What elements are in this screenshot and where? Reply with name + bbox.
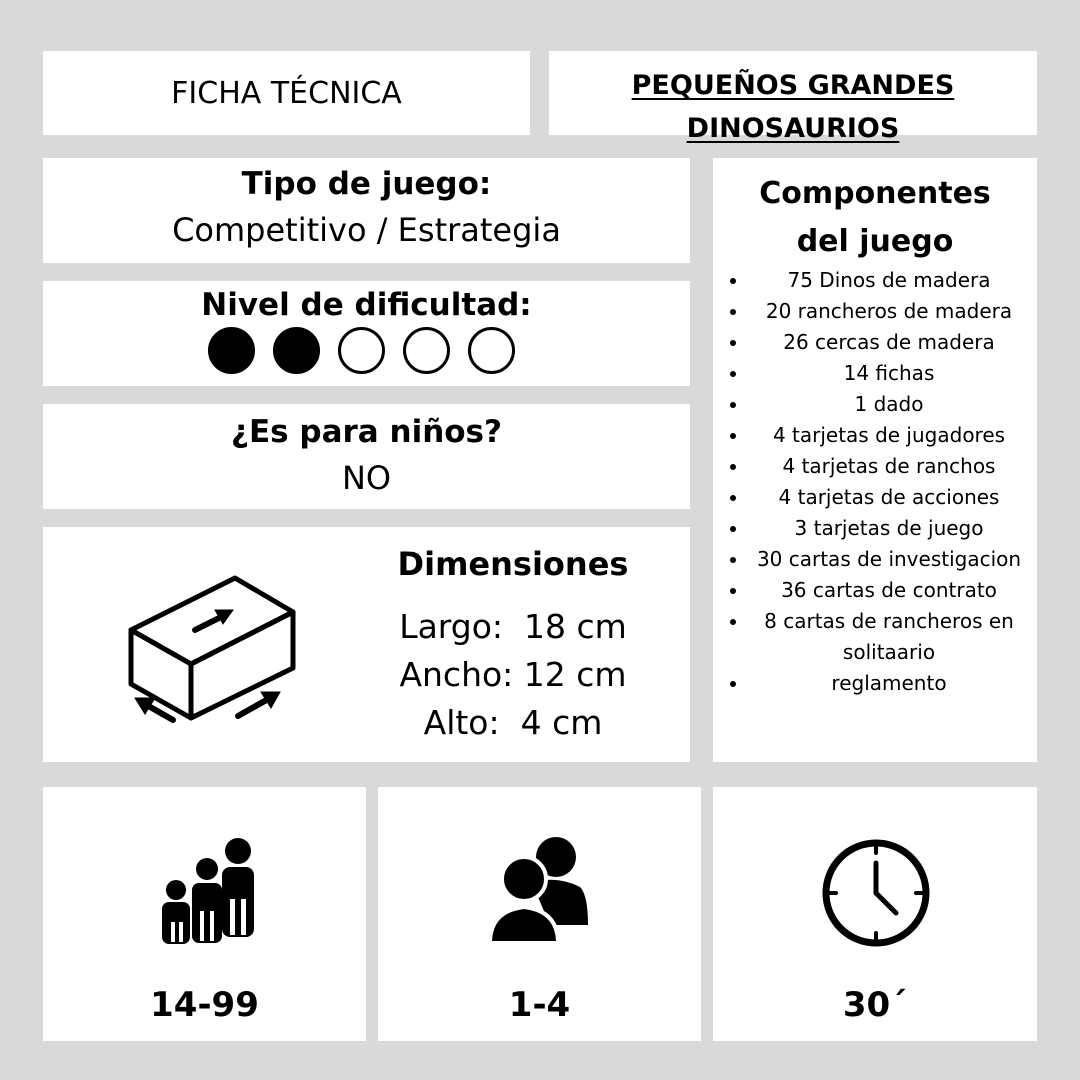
game-title-line2: DINOSAURIOS xyxy=(686,113,900,144)
component-item: 4 tarjetas de ranchos xyxy=(713,451,1037,482)
game-title-card xyxy=(549,51,1037,144)
difficulty-dot xyxy=(403,327,450,374)
components-title-line2: del juego xyxy=(796,224,954,259)
dimensions-values xyxy=(373,603,653,747)
component-item: 3 tarjetas de juego xyxy=(713,513,1037,544)
for-kids-value: NO xyxy=(341,459,392,497)
players-card xyxy=(378,787,701,1041)
component-item: 14 fichas xyxy=(713,358,1037,389)
dimensions-card xyxy=(43,527,690,762)
difficulty-dot xyxy=(468,327,515,374)
for-kids-label: ¿Es para niños? xyxy=(230,414,502,450)
players-icon xyxy=(488,835,588,947)
difficulty-rating xyxy=(208,327,515,374)
box-dimensions-icon xyxy=(123,572,308,732)
game-title xyxy=(549,64,1037,150)
component-item: 26 cercas de madera xyxy=(713,327,1037,358)
difficulty-dot xyxy=(273,327,320,374)
players-range: 1-4 xyxy=(508,985,571,1025)
game-type-card xyxy=(43,158,690,263)
for-kids-card xyxy=(43,404,690,509)
game-type-label: Tipo de juego: xyxy=(241,166,492,202)
play-time: 30´ xyxy=(842,985,908,1025)
age-card xyxy=(43,787,366,1041)
difficulty-dot xyxy=(338,327,385,374)
sheet-title-card xyxy=(43,51,530,135)
dimensions-title: Dimensiones xyxy=(397,545,629,583)
component-item: 1 dado xyxy=(713,389,1037,420)
game-title-line1: PEQUEÑOS GRANDES xyxy=(631,70,955,101)
component-item: 30 cartas de investigacion xyxy=(713,544,1037,575)
components-title xyxy=(713,170,1037,266)
dimension-height: Alto: 4 cm xyxy=(423,703,603,742)
sheet-title: FICHA TÉCNICA xyxy=(171,75,402,111)
component-item: 4 tarjetas de acciones xyxy=(713,482,1037,513)
component-item: 36 cartas de contrato xyxy=(713,575,1037,606)
components-title-line1: Componentes xyxy=(759,176,991,211)
component-item: reglamento xyxy=(713,668,1037,699)
difficulty-label: Nivel de dificultad: xyxy=(201,287,532,323)
age-range: 14-99 xyxy=(150,985,259,1025)
family-ages-icon xyxy=(148,835,264,951)
component-item: 4 tarjetas de jugadores xyxy=(713,420,1037,451)
component-item: 8 cartas de rancheros en solitaario xyxy=(713,606,1037,668)
dimension-width: Ancho: 12 cm xyxy=(399,655,627,694)
component-item: 20 rancheros de madera xyxy=(713,296,1037,327)
game-type-value: Competitivo / Estrategia xyxy=(172,211,561,249)
clock-icon xyxy=(820,837,932,949)
components-list xyxy=(713,265,1037,699)
component-item: 75 Dinos de madera xyxy=(713,265,1037,296)
difficulty-dot xyxy=(208,327,255,374)
dimension-length: Largo: 18 cm xyxy=(399,607,627,646)
time-card xyxy=(713,787,1037,1041)
